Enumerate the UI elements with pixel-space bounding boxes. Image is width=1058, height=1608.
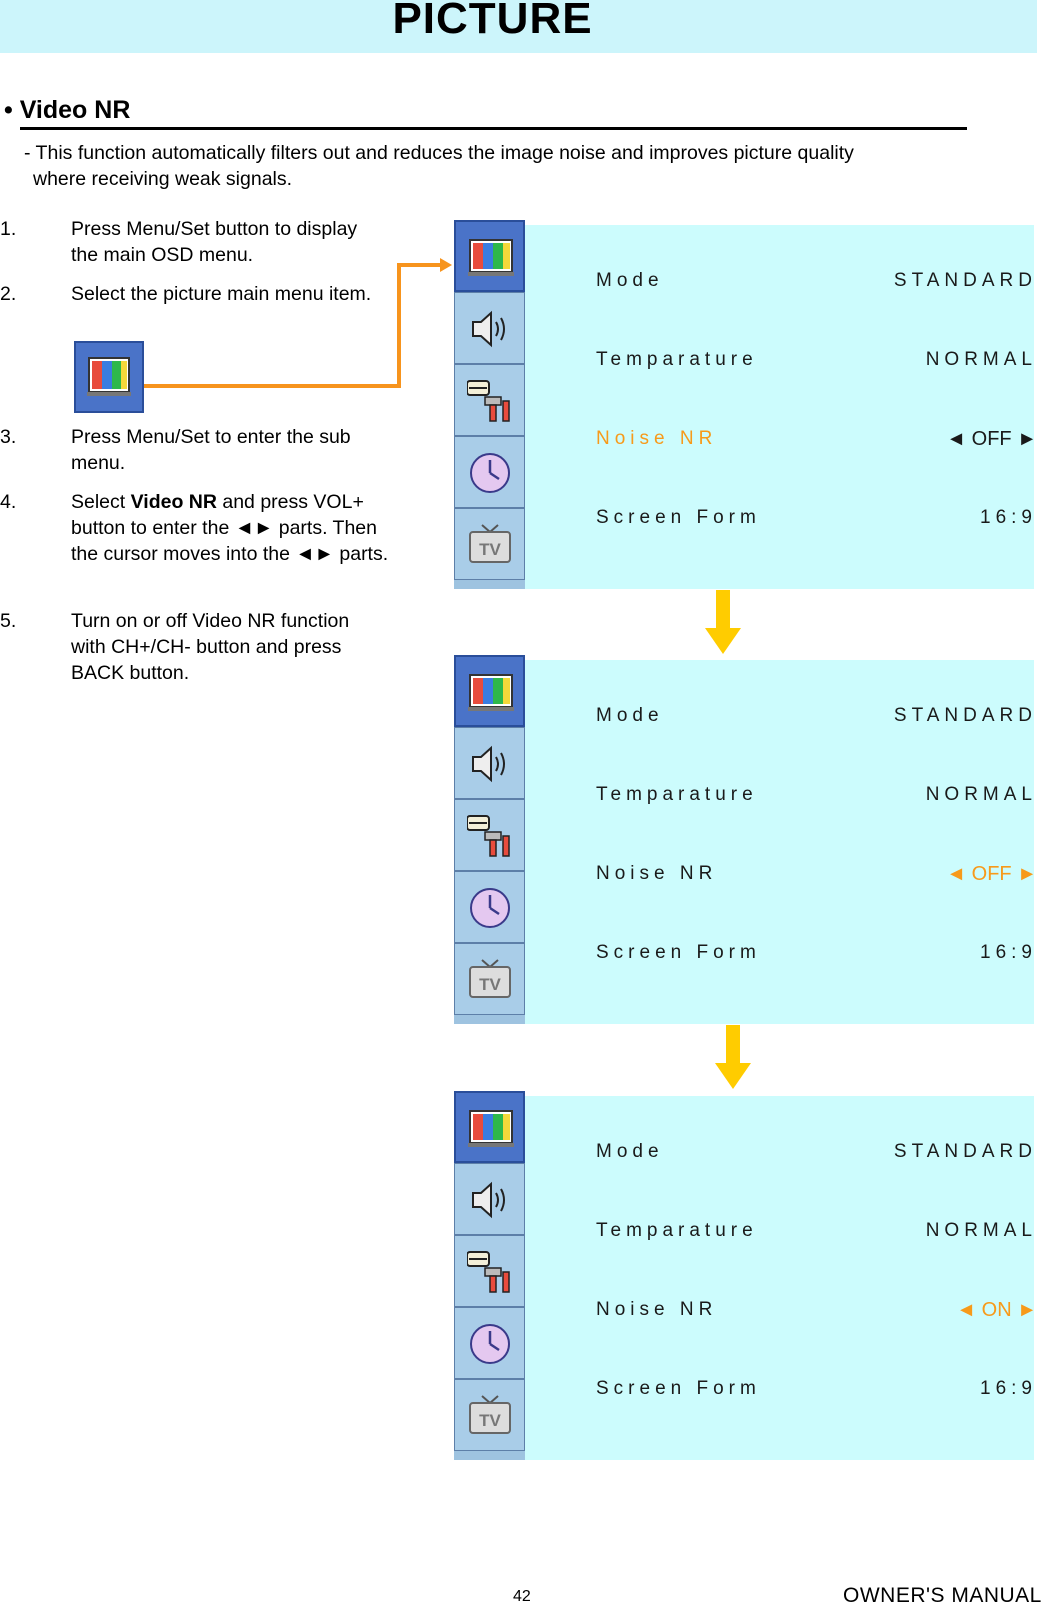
osd-tab-tools[interactable]	[454, 1235, 525, 1307]
step-number: 3.	[0, 426, 17, 448]
osd-row-label: Noise NR	[596, 1299, 718, 1320]
step-number: 1.	[0, 218, 17, 240]
osd-tab-tv[interactable]	[454, 1379, 525, 1451]
footer-manual-label: OWNER'S MANUAL	[843, 1584, 1042, 1607]
osd-row-value: 16:9	[980, 1378, 1037, 1399]
osd-row[interactable]	[596, 1141, 1037, 1171]
page-title: PICTURE	[392, 0, 593, 43]
osd-row-label: Screen Form	[596, 942, 761, 963]
osd-tab-speaker[interactable]	[454, 1163, 525, 1235]
osd-tab-picture[interactable]	[454, 655, 525, 727]
osd-tab-tools[interactable]	[454, 364, 525, 436]
osd-tab-tv[interactable]	[454, 508, 525, 580]
osd-row-label: Temparature	[596, 784, 758, 805]
osd-row-value: NORMAL	[925, 784, 1037, 805]
osd-row[interactable]	[596, 1299, 1037, 1329]
osd-row-label: Noise NR	[596, 428, 718, 449]
osd-row[interactable]	[596, 507, 1037, 537]
osd-row-value: NORMAL	[925, 1220, 1037, 1241]
osd-tab-tv[interactable]	[454, 943, 525, 1015]
step-text: Press Menu/Set to enter the sub menu.	[71, 426, 351, 474]
osd-menu-step-2	[454, 655, 1037, 1024]
osd-row-value: STANDARD	[893, 705, 1037, 726]
osd-row[interactable]	[596, 705, 1037, 735]
section-heading: • Video NR	[4, 96, 131, 124]
osd-tab-tools[interactable]	[454, 799, 525, 871]
osd-sidebar	[454, 220, 525, 589]
osd-row-value: STANDARD	[893, 270, 1037, 291]
osd-row-value[interactable]: ◄ OFF ►	[946, 428, 1037, 450]
osd-row-label: Mode	[596, 1141, 664, 1162]
osd-row-value: 16:9	[980, 507, 1037, 528]
picture-menu-icon	[74, 341, 144, 413]
osd-row-label: Mode	[596, 270, 664, 291]
step-number: 2.	[0, 283, 17, 305]
intro-text	[24, 140, 984, 192]
intro-line-2: where receiving weak signals.	[33, 168, 293, 190]
osd-tab-clock[interactable]	[454, 436, 525, 508]
osd-row[interactable]	[596, 270, 1037, 300]
svg-text:TV: TV	[479, 975, 501, 994]
osd-row-value[interactable]: ◄ ON ►	[956, 1299, 1037, 1321]
osd-row[interactable]	[596, 349, 1037, 379]
osd-row[interactable]	[596, 863, 1037, 893]
svg-text:TV: TV	[479, 540, 501, 559]
osd-tab-picture[interactable]	[454, 220, 525, 292]
osd-row[interactable]	[596, 942, 1037, 972]
osd-tab-speaker[interactable]	[454, 292, 525, 364]
osd-tab-clock[interactable]	[454, 871, 525, 943]
osd-tab-speaker[interactable]	[454, 727, 525, 799]
osd-row-label: Mode	[596, 705, 664, 726]
osd-sidebar	[454, 655, 525, 1024]
osd-row-label: Noise NR	[596, 863, 718, 884]
svg-text:TV: TV	[479, 1411, 501, 1430]
page-number: 42	[513, 1588, 531, 1605]
osd-tab-picture[interactable]	[454, 1091, 525, 1163]
osd-row-value[interactable]: ◄ OFF ►	[946, 863, 1037, 885]
intro-line-1: - This function automatically filters out and reduces the image noise and improves picture quality	[24, 142, 854, 164]
osd-row-label: Screen Form	[596, 1378, 761, 1399]
step-text: Select Video NR and press VOL+ button to enter the ◄► parts. Then the cursor moves into the ◄► parts.	[71, 491, 389, 565]
osd-row[interactable]	[596, 1220, 1037, 1250]
osd-row-value: STANDARD	[893, 1141, 1037, 1162]
step-bold-term: Video NR	[130, 491, 217, 513]
osd-row-label: Temparature	[596, 1220, 758, 1241]
osd-row[interactable]	[596, 1378, 1037, 1408]
osd-row[interactable]	[596, 428, 1037, 458]
osd-row-label: Screen Form	[596, 507, 761, 528]
step-number: 4.	[0, 491, 17, 513]
osd-menu-step-1	[454, 220, 1037, 589]
step-number: 5.	[0, 610, 17, 632]
down-arrow-icon	[713, 1025, 753, 1091]
step-text: Press Menu/Set button to display the main OSD menu.	[71, 218, 358, 266]
osd-row-value: 16:9	[980, 942, 1037, 963]
osd-row[interactable]	[596, 784, 1037, 814]
osd-sidebar	[454, 1091, 525, 1460]
step-text: Turn on or off Video NR function with CH+/CH- button and press BACK button.	[71, 610, 350, 684]
osd-menu-step-3	[454, 1091, 1037, 1460]
section-divider	[20, 127, 967, 130]
osd-row-label: Temparature	[596, 349, 758, 370]
osd-row-value: NORMAL	[925, 349, 1037, 370]
down-arrow-icon	[703, 590, 743, 656]
osd-tab-clock[interactable]	[454, 1307, 525, 1379]
step-text: Select the picture main menu item.	[71, 283, 372, 305]
